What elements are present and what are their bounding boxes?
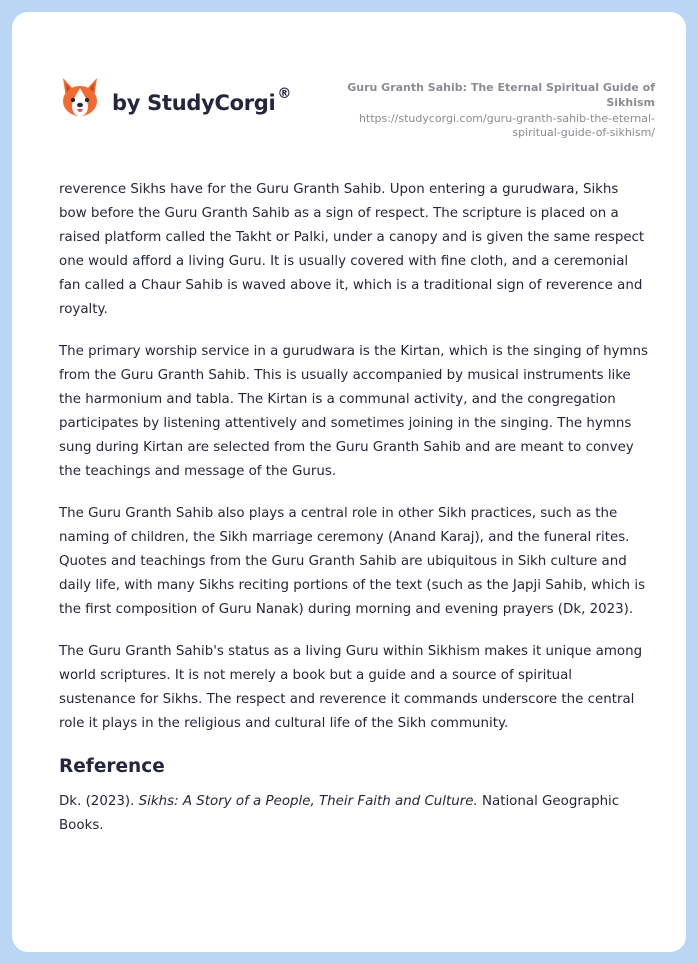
corgi-icon <box>60 76 100 120</box>
document-page <box>12 12 686 952</box>
document-url-line-1[interactable]: https://studycorgi.com/guru-granth-sahib-the-eternal- <box>358 112 655 125</box>
brand-name <box>112 85 292 115</box>
body-paragraph: The Guru Granth Sahib's status as a living Guru within Sikhism makes it unique among world scriptures. It is not merely a book but a guide and a source of spiritual sustenance for Sikhs. The respect and reverence it commands underscore the central role it plays in the religious and cultural life of the Sikh community. <box>59 644 643 731</box>
body-paragraph: reverence Sikhs have for the Guru Granth Sahib. Upon entering a gurudwara, Sikhs bow before the Guru Granth Sahib as a sign of respect. The scripture is placed on a raised platform called the Takht or Palki, under a canopy and is given the same respect one would afford a living Guru. It is usually covered with fine cloth, and a ceremonial fan called a Chaur Sahib is waved above it, which is a traditional sign of reverence and royalty. <box>59 182 645 317</box>
document-url-line-2[interactable]: spiritual-guide-of-sikhism/ <box>512 126 655 139</box>
body-paragraph: The primary worship service in a gurudwara is the Kirtan, which is the singing of hymns from the Guru Granth Sahib. This is usually accompanied by musical instruments like the harmonium and tabla. The Kirtan is a communal activity, and the congregation participates by listening attentively and sometimes joining in the singing. The hymns sung during Kirtan are selected from the Guru Granth Sahib and are meant to convey the teachings and message of the Gurus. <box>59 344 648 479</box>
document-url[interactable] <box>295 112 655 140</box>
registered-mark: ® <box>277 85 292 102</box>
document-meta <box>295 80 655 140</box>
reference-author-year: Dk. (2023). <box>59 794 139 809</box>
body-paragraph: The Guru Granth Sahib also plays a central role in other Sikh practices, such as the naming of children, the Sikh marriage ceremony (Anand Karaj), and the funeral rites. Quotes and teachings from the Guru Granth Sahib are ubiquitous in Sikh culture and daily life, with many Sikhs reciting portions of the text (such as the Japji Sahib, which is the first composition of Guru Nanak) during morning and evening prayers (Dk, 2023). <box>59 506 646 617</box>
page-header <box>12 12 686 152</box>
reference-entry <box>59 790 649 838</box>
reference-heading: Reference <box>59 756 165 777</box>
studycorgi-logo[interactable] <box>60 76 291 120</box>
brand-text: by StudyCorgi <box>112 90 276 115</box>
reference-book-title: Sikhs: A Story of a People, Their Faith and Culture. <box>138 794 478 809</box>
reference-publisher: National Geographic Books. <box>59 794 620 833</box>
document-title: Guru Granth Sahib: The Eternal Spiritual Guide of Sikhism <box>347 81 655 109</box>
document-body <box>59 178 649 856</box>
